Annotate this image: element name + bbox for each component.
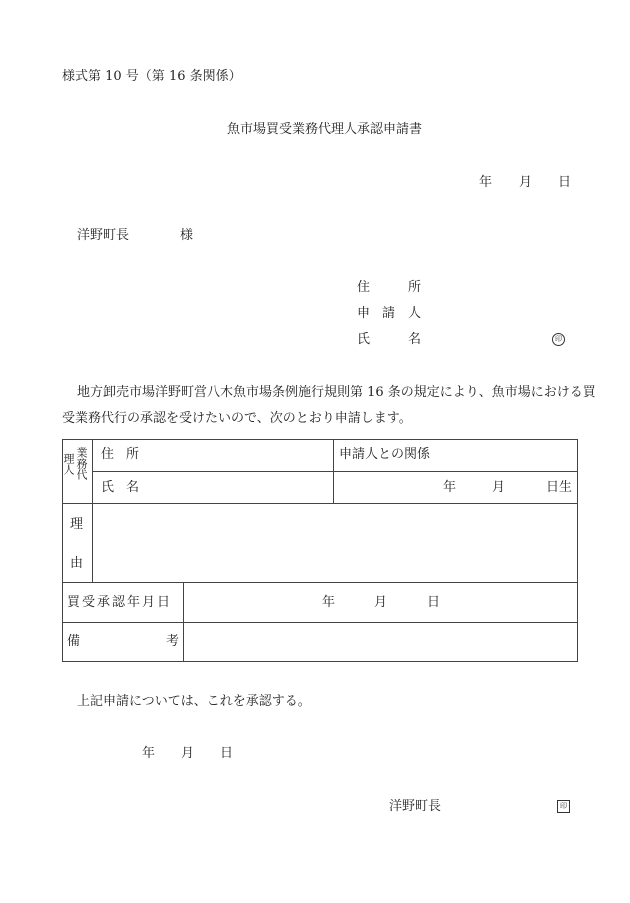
form-number: 様式第 10 号（第 16 条関係） (62, 69, 242, 84)
footer-date-day: 日 (220, 746, 234, 761)
table-divider-col-value (183, 582, 184, 662)
approval-day-label: 日 (427, 595, 441, 610)
birth-day-label: 日生 (546, 480, 573, 495)
reason-label-2: 由 (70, 556, 84, 571)
agent-name-label-2: 名 (126, 480, 140, 495)
header-date-month: 月 (519, 175, 533, 190)
applicant-name-label-1: 氏 (357, 332, 371, 347)
body-text-line-2: 受業務代行の承認を受けたいので、次のとおり申請します。 (62, 411, 412, 426)
header-date-year: 年 (479, 175, 493, 190)
addressee-name: 洋野町長 (77, 228, 130, 243)
table-border-bottom (62, 661, 578, 662)
applicant-name-label-2: 名 (408, 332, 422, 347)
agent-name-label-1: 氏 (101, 480, 115, 495)
document-title: 魚市場買受業務代理人承認申請書 (227, 122, 423, 137)
approval-statement: 上記申請については、これを承認する。 (77, 694, 311, 709)
table-divider-row3 (62, 582, 578, 583)
table-divider-row2 (62, 503, 578, 504)
applicant-label-3: 人 (408, 306, 422, 321)
birth-month-label: 月 (492, 480, 506, 495)
header-date-day: 日 (558, 175, 572, 190)
remarks-label-2: 考 (166, 634, 180, 649)
table-divider-col-relation (333, 439, 334, 503)
agent-address-label-1: 住 (101, 447, 115, 462)
applicant-address-label-1: 住 (357, 280, 371, 295)
reason-label-1: 理 (70, 517, 84, 532)
remarks-label-1: 備 (67, 634, 81, 649)
table-border-top (62, 439, 578, 440)
body-text-line-1: 地方卸売市場洋野町営八木魚市場条例施行規則第 16 条の規定により、魚市場における買 (77, 385, 596, 400)
agent-form-table (62, 439, 578, 662)
table-divider-row4 (62, 622, 578, 623)
footer-date-year: 年 (142, 746, 156, 761)
approver-seal-icon: 印 (557, 800, 570, 813)
applicant-address-label-2: 所 (408, 280, 422, 295)
table-border-right (577, 439, 578, 662)
applicant-label-2: 請 (382, 306, 396, 321)
applicant-seal-icon: 印 (552, 333, 565, 346)
addressee-honorific: 様 (180, 228, 194, 243)
applicant-label-1: 申 (357, 306, 371, 321)
table-divider-row1 (92, 471, 578, 472)
agent-label-2: 業務代 (75, 447, 88, 480)
relation-label: 申請人との関係 (339, 447, 431, 462)
agent-address-label-2: 所 (126, 447, 140, 462)
approval-date-label: 買受承認年月日 (67, 595, 173, 610)
approval-month-label: 月 (374, 595, 388, 610)
approver-name: 洋野町長 (389, 799, 442, 814)
table-divider-col-label (92, 439, 93, 582)
approval-year-label: 年 (322, 595, 336, 610)
birth-year-label: 年 (443, 480, 457, 495)
footer-date-month: 月 (181, 746, 195, 761)
agent-label-1: 理人 (62, 453, 75, 475)
